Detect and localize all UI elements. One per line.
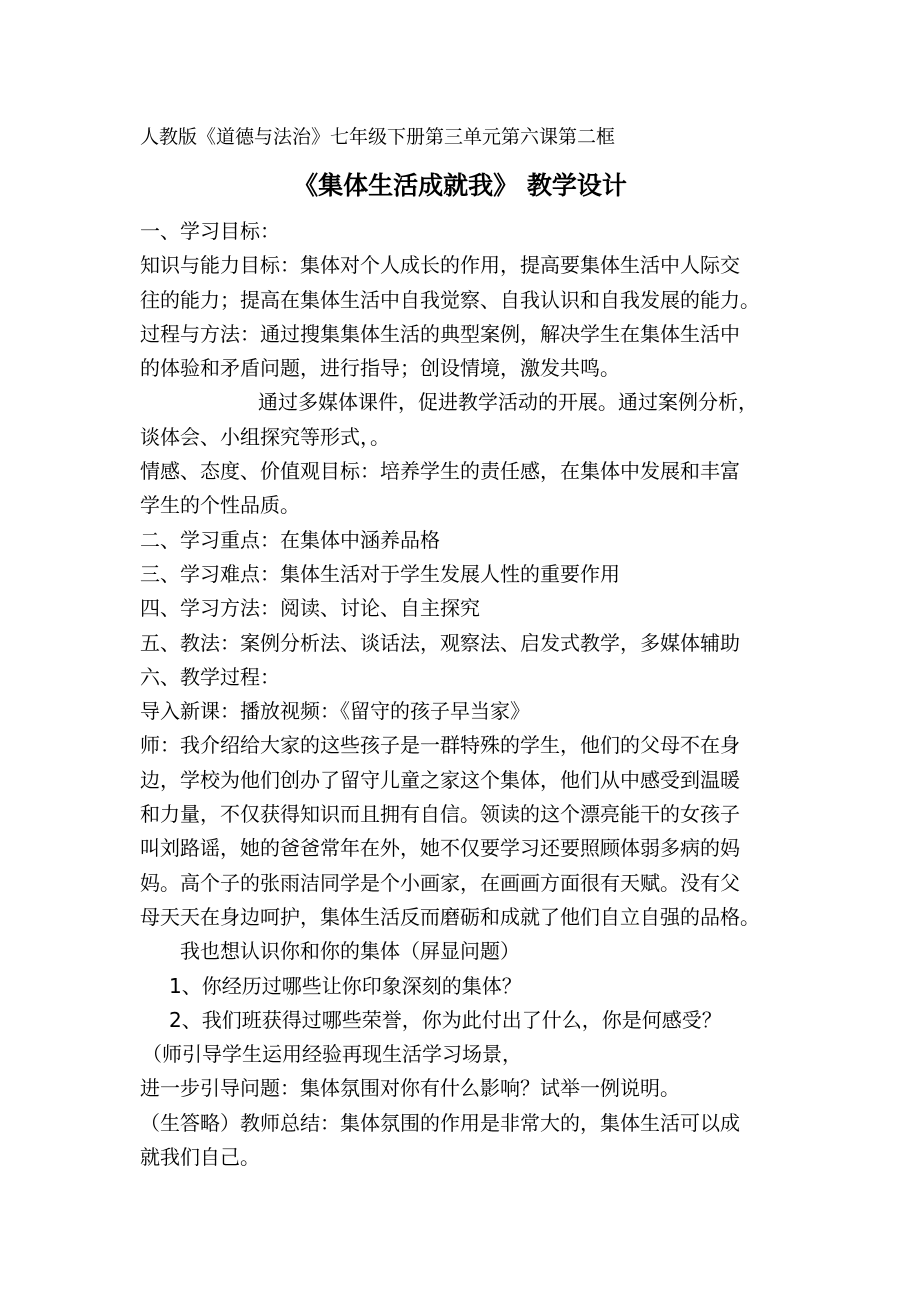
- paragraph-line: （生答略）教师总结：集体氛围的作用是非常大的，集体生活可以成: [140, 1110, 740, 1135]
- question-item: 1、你经历过哪些让你印象深刻的集体？: [169, 973, 522, 998]
- paragraph-line: 通过多媒体课件，促进教学活动的开展。通过案例分析，: [258, 390, 758, 415]
- paragraph-line: 进一步引导问题：集体氛围对你有什么影响？试举一例说明。: [140, 1076, 680, 1101]
- paragraph-line: 我也想认识你和你的集体（屏显问题）: [180, 939, 520, 964]
- paragraph-line: 过程与方法：通过搜集集体生活的典型案例，解决学生在集体生活中: [140, 321, 740, 346]
- paragraph-line: 导入新课：播放视频：《留守的孩子早当家》: [140, 699, 530, 724]
- document-header: 人教版《道德与法治》七年级下册第三单元第六课第二框: [140, 126, 616, 148]
- section-heading-key-points: 二、学习重点：在集体中涵养品格: [140, 527, 440, 552]
- document-title: 《集体生活成就我》 教学设计: [293, 171, 627, 200]
- paragraph-line: 知识与能力目标：集体对个人成长的作用，提高要集体生活中人际交: [140, 253, 740, 278]
- paragraph-line: 师：我介绍给大家的这些孩子是一群特殊的学生，他们的父母不在身: [140, 733, 740, 758]
- section-heading-process: 六、教学过程：: [140, 664, 280, 689]
- paragraph-line: 情感、态度、价值观目标：培养学生的责任感，在集体中发展和丰富: [140, 459, 740, 484]
- paragraph-line: 的体验和矛盾问题，进行指导；创设情境，激发共鸣。: [140, 356, 620, 381]
- paragraph-line: 和力量，不仅获得知识而且拥有自信。领读的这个漂亮能干的女孩子: [140, 802, 740, 827]
- section-heading-methods: 四、学习方法：阅读、讨论、自主探究: [140, 596, 480, 621]
- section-heading-difficulties: 三、学习难点：集体生活对于学生发展人性的重要作用: [140, 561, 620, 586]
- paragraph-line: 就我们自己。: [140, 1145, 260, 1170]
- paragraph-line: 叫刘路谣，她的爸爸常年在外，她不仅要学习还要照顾体弱多病的妈: [140, 836, 740, 861]
- section-heading-teaching-methods: 五、教法：案例分析法、谈话法，观察法、启发式教学，多媒体辅助: [140, 630, 740, 655]
- paragraph-line: （师引导学生运用经验再现生活学习场景，: [142, 1042, 522, 1067]
- document-body: [140, 214, 800, 1174]
- paragraph-line: 谈体会、小组探究等形式，。: [140, 424, 390, 449]
- section-heading-objectives: 一、学习目标：: [140, 219, 280, 243]
- paragraph-line: 母天天在身边呵护，集体生活反而磨砺和成就了他们自立自强的品格。: [140, 904, 760, 929]
- paragraph-line: 学生的个性品质。: [140, 493, 300, 518]
- paragraph-line: 往的能力；提高在集体生活中自我觉察、自我认识和自我发展的能力。: [140, 287, 760, 312]
- paragraph-line: 边，学校为他们创办了留守儿童之家这个集体，他们从中感受到温暖: [140, 767, 740, 792]
- paragraph-line: 妈。高个子的张雨洁同学是个小画家，在画画方面很有天赋。没有父: [140, 870, 740, 895]
- question-item: 2、我们班获得过哪些荣誉，你为此付出了什么，你是何感受？: [169, 1007, 722, 1032]
